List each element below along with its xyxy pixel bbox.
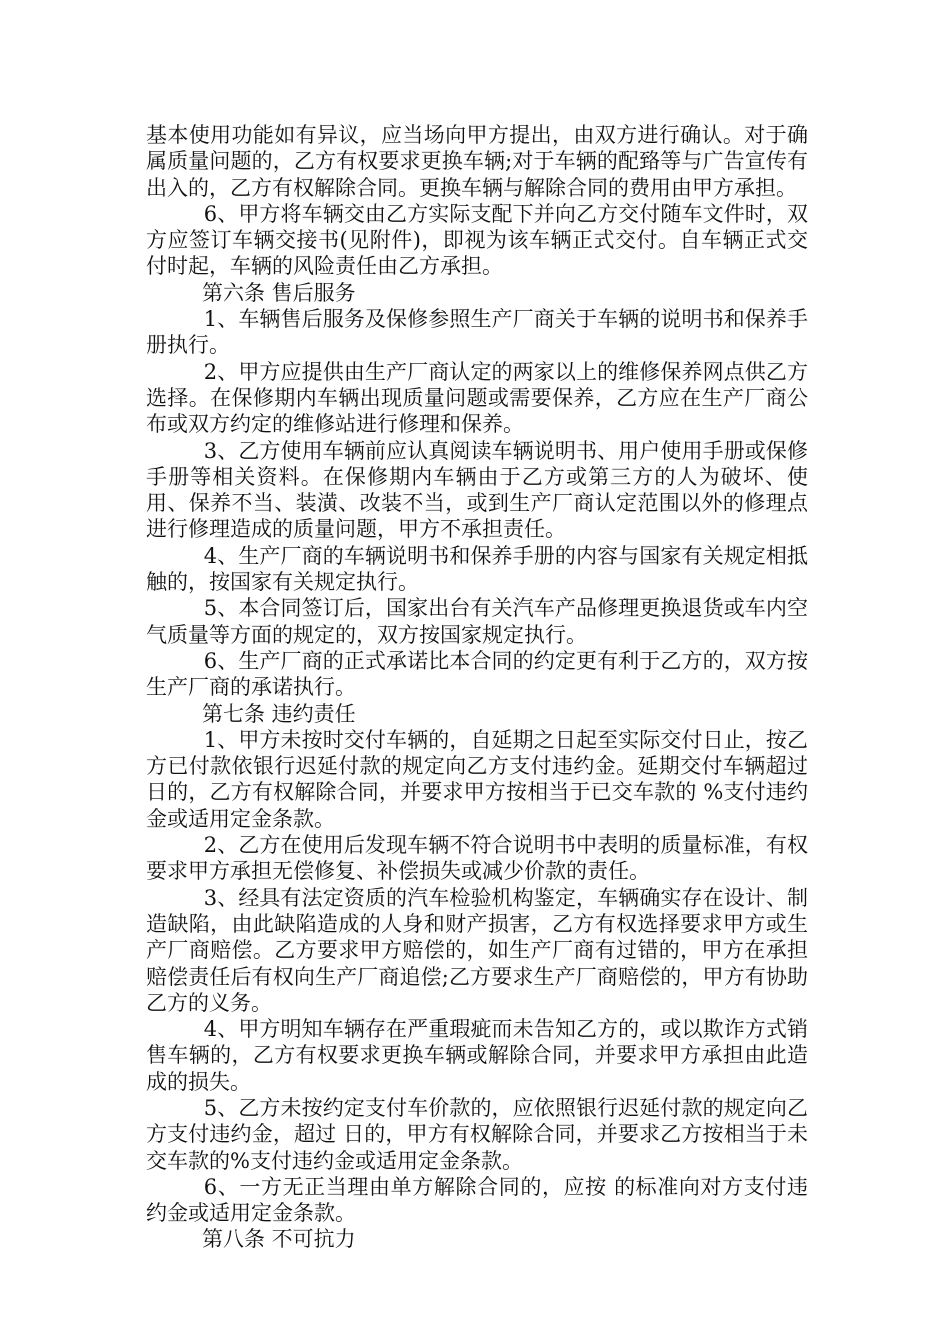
section-heading-force-majeure: 第八条 不可抗力: [202, 1227, 356, 1252]
document-page: [146, 122, 808, 1253]
paragraph-after-sales-1: 1、车辆售后服务及保修参照生产厂商关于车辆的说明书和保养手册执行。: [146, 307, 808, 358]
paragraph-liability-3: 3、经具有法定资质的汽车检验机构鉴定，车辆确实存在设计、制造缺陷，由此缺陷造成的人身和财产损害，乙方有权选择要求甲方或生产厂商赔偿。乙方要求甲方赔偿的，如生产厂商有过错的，甲方在承担赔偿责任后有权向生产厂商追偿;乙方要求生产厂商赔偿的，甲方有协助乙方的义务。: [146, 885, 808, 1015]
paragraph-liability-4: 4、甲方明知车辆存在严重瑕疵而未告知乙方的，或以欺诈方式销售车辆的，乙方有权要求更换车辆或解除合同，并要求甲方承担由此造成的损失。: [146, 1017, 808, 1094]
paragraph-delivery-handover: 6、甲方将车辆交由乙方实际支配下并向乙方交付随车文件时，双方应签订车辆交接书(见附件)，即视为该车辆正式交付。自车辆正式交付时起，车辆的风险责任由乙方承担。: [146, 201, 808, 279]
paragraph-liability-6: 6、一方无正当理由单方解除合同的，应按 的标准向对方支付违约金或适用定金条款。: [146, 1174, 808, 1226]
paragraph-liability-5: 5、乙方未按约定支付车价款的，应依照银行迟延付款的规定向乙方支付违约金，超过 日的，甲方有权解除合同，并要求乙方按相当于未交车款的%支付违约金或适用定金条款。: [146, 1095, 808, 1173]
paragraph-after-sales-3: 3、乙方使用车辆前应认真阅读车辆说明书、用户使用手册或保修手册等相关资料。在保修期内车辆由于乙方或第三方的人为破坏、使用、保养不当、装潢、改装不当，或到生产厂商认定范围以外的修理点进行修理造成的质量问题，甲方不承担责任。: [146, 438, 808, 542]
paragraph-liability-2: 2、乙方在使用后发现车辆不符合说明书中表明的质量标准，有权要求甲方承担无偿修复、补偿损失或减少价款的责任。: [146, 833, 808, 884]
section-heading-after-sales: 第六条 售后服务: [202, 280, 356, 305]
paragraph-after-sales-6: 6、生产厂商的正式承诺比本合同的约定更有利于乙方的，双方按生产厂商的承诺执行。: [146, 648, 808, 700]
section-heading-liability: 第七条 违约责任: [202, 701, 356, 726]
paragraph-after-sales-5: 5、本合同签订后，国家出台有关汽车产品修理更换退货或车内空气质量等方面的规定的，双方按国家规定执行。: [146, 596, 808, 647]
paragraph-liability-1: 1、甲方未按时交付车辆的，自延期之日起至实际交付日止，按乙方已付款依银行迟延付款的规定向乙方支付违约金。延期交付车辆超过日的，乙方有权解除合同，并要求甲方按相当于已交车款的 %支付违约金或适用定金条款。: [146, 727, 808, 831]
paragraph-quality-dispute: 基本使用功能如有异议，应当场向甲方提出，由双方进行确认。对于确属质量问题的，乙方有权要求更换车辆;对于车辆的配臵等与广告宣传有出入的，乙方有权解除合同。更换车辆与解除合同的费用由甲方承担。: [146, 123, 808, 200]
paragraph-after-sales-2: 2、甲方应提供由生产厂商认定的两家以上的维修保养网点供乙方选择。在保修期内车辆出现质量问题或需要保养，乙方应在生产厂商公布或双方约定的维修站进行修理和保养。: [146, 359, 808, 437]
paragraph-after-sales-4: 4、生产厂商的车辆说明书和保养手册的内容与国家有关规定相抵触的，按国家有关规定执行。: [146, 543, 808, 595]
